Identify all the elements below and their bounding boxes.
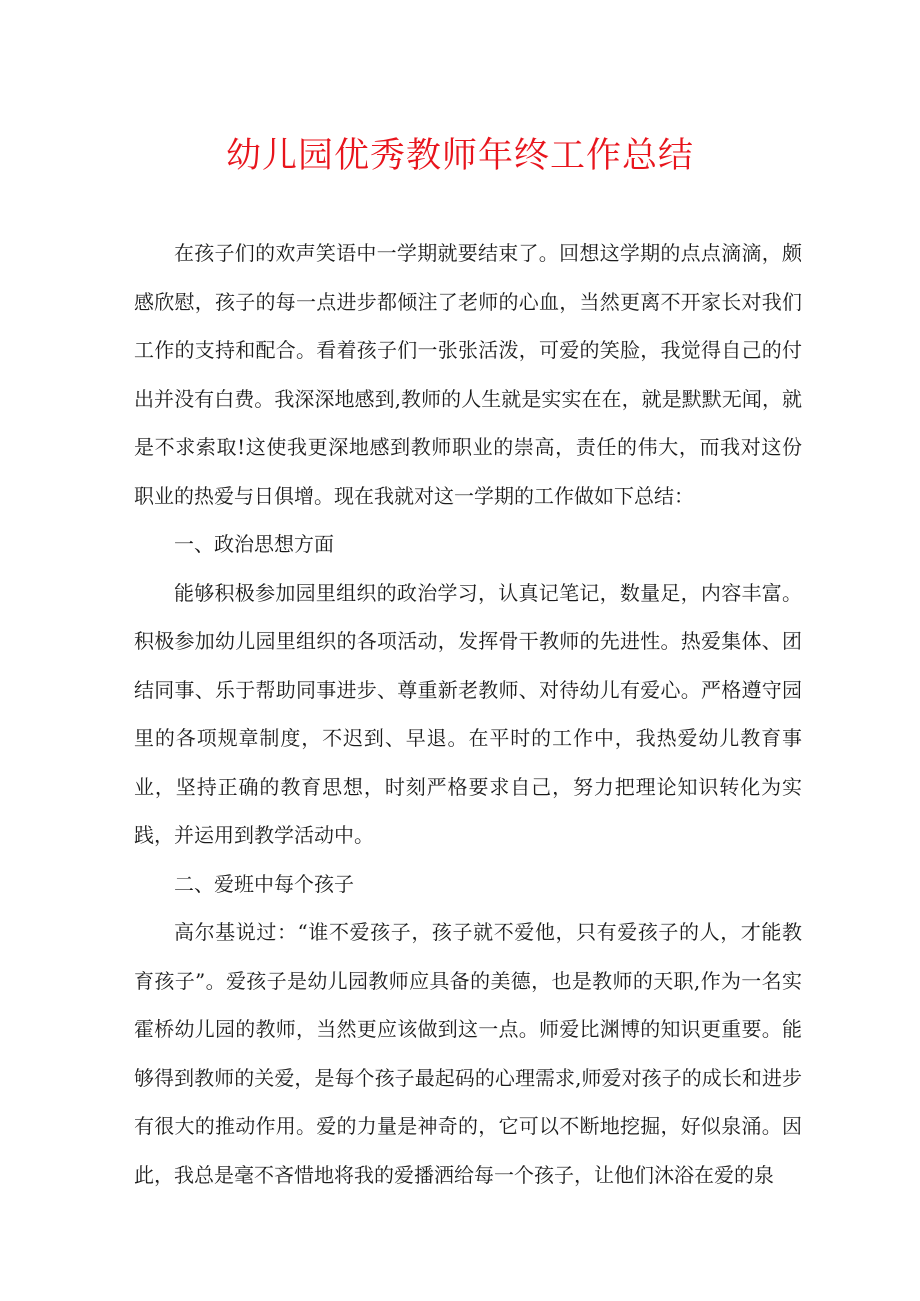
political-paragraph: 能够积极参加园里组织的政治学习，认真记笔记，数量足，内容丰富。积极参加幼儿园里组织的各项活动，发挥骨干教师的先进性。热爱集体、团结同事、乐于帮助同事进步、尊重新老教师、对待幼儿有爱心。严格遵守园里的各项规章制度，不迟到、早退。在平时的工作中，我热爱幼儿教育事业，坚持正确的教育思想，时刻严格要求自己，努力把理论知识转化为实践，并运用到教学活动中。: [134, 580, 802, 847]
document-title: 幼儿园优秀教师年终工作总结: [225, 136, 694, 176]
section-heading-love-children: 二、爱班中每个孩子: [174, 871, 354, 896]
intro-paragraph: 在孩子们的欢声笑语中一学期就要结束了。回想这学期的点点滴滴，颇感欣慰，孩子的每一点进步都倾注了老师的心血，当然更离不开家长对我们工作的支持和配合。看着孩子们一张张活泼，可爱的笑脸，我觉得自己的付出并没有白费。我深深地感到,教师的人生就是实实在在，就是默默无闻，就是不求索取!这使我更深地感到教师职业的崇高，责任的伟大，而我对这份职业的热爱与日俱增。现在我就对这一学期的工作做如下总结：: [134, 241, 802, 508]
love-children-paragraph: 高尔基说过：“谁不爱孩子，孩子就不爱他，只有爱孩子的人，才能教育孩子”。爱孩子是幼儿园教师应具备的美德，也是教师的天职,作为一名实霍桥幼儿园的教师，当然更应该做到这一点。师爱比渊博的知识更重要。能够得到教师的关爱，是每个孩子最起码的心理需求,师爱对孩子的成长和进步有很大的推动作用。爱的力量是神奇的，它可以不断地挖掘，好似泉涌。因此，我总是毫不吝惜地将我的爱播洒给每一个孩子，让他们沐浴在爱的泉: [134, 920, 802, 1187]
document-body: [134, 229, 802, 1199]
section-heading-political: 一、政治思想方面: [174, 532, 334, 556]
